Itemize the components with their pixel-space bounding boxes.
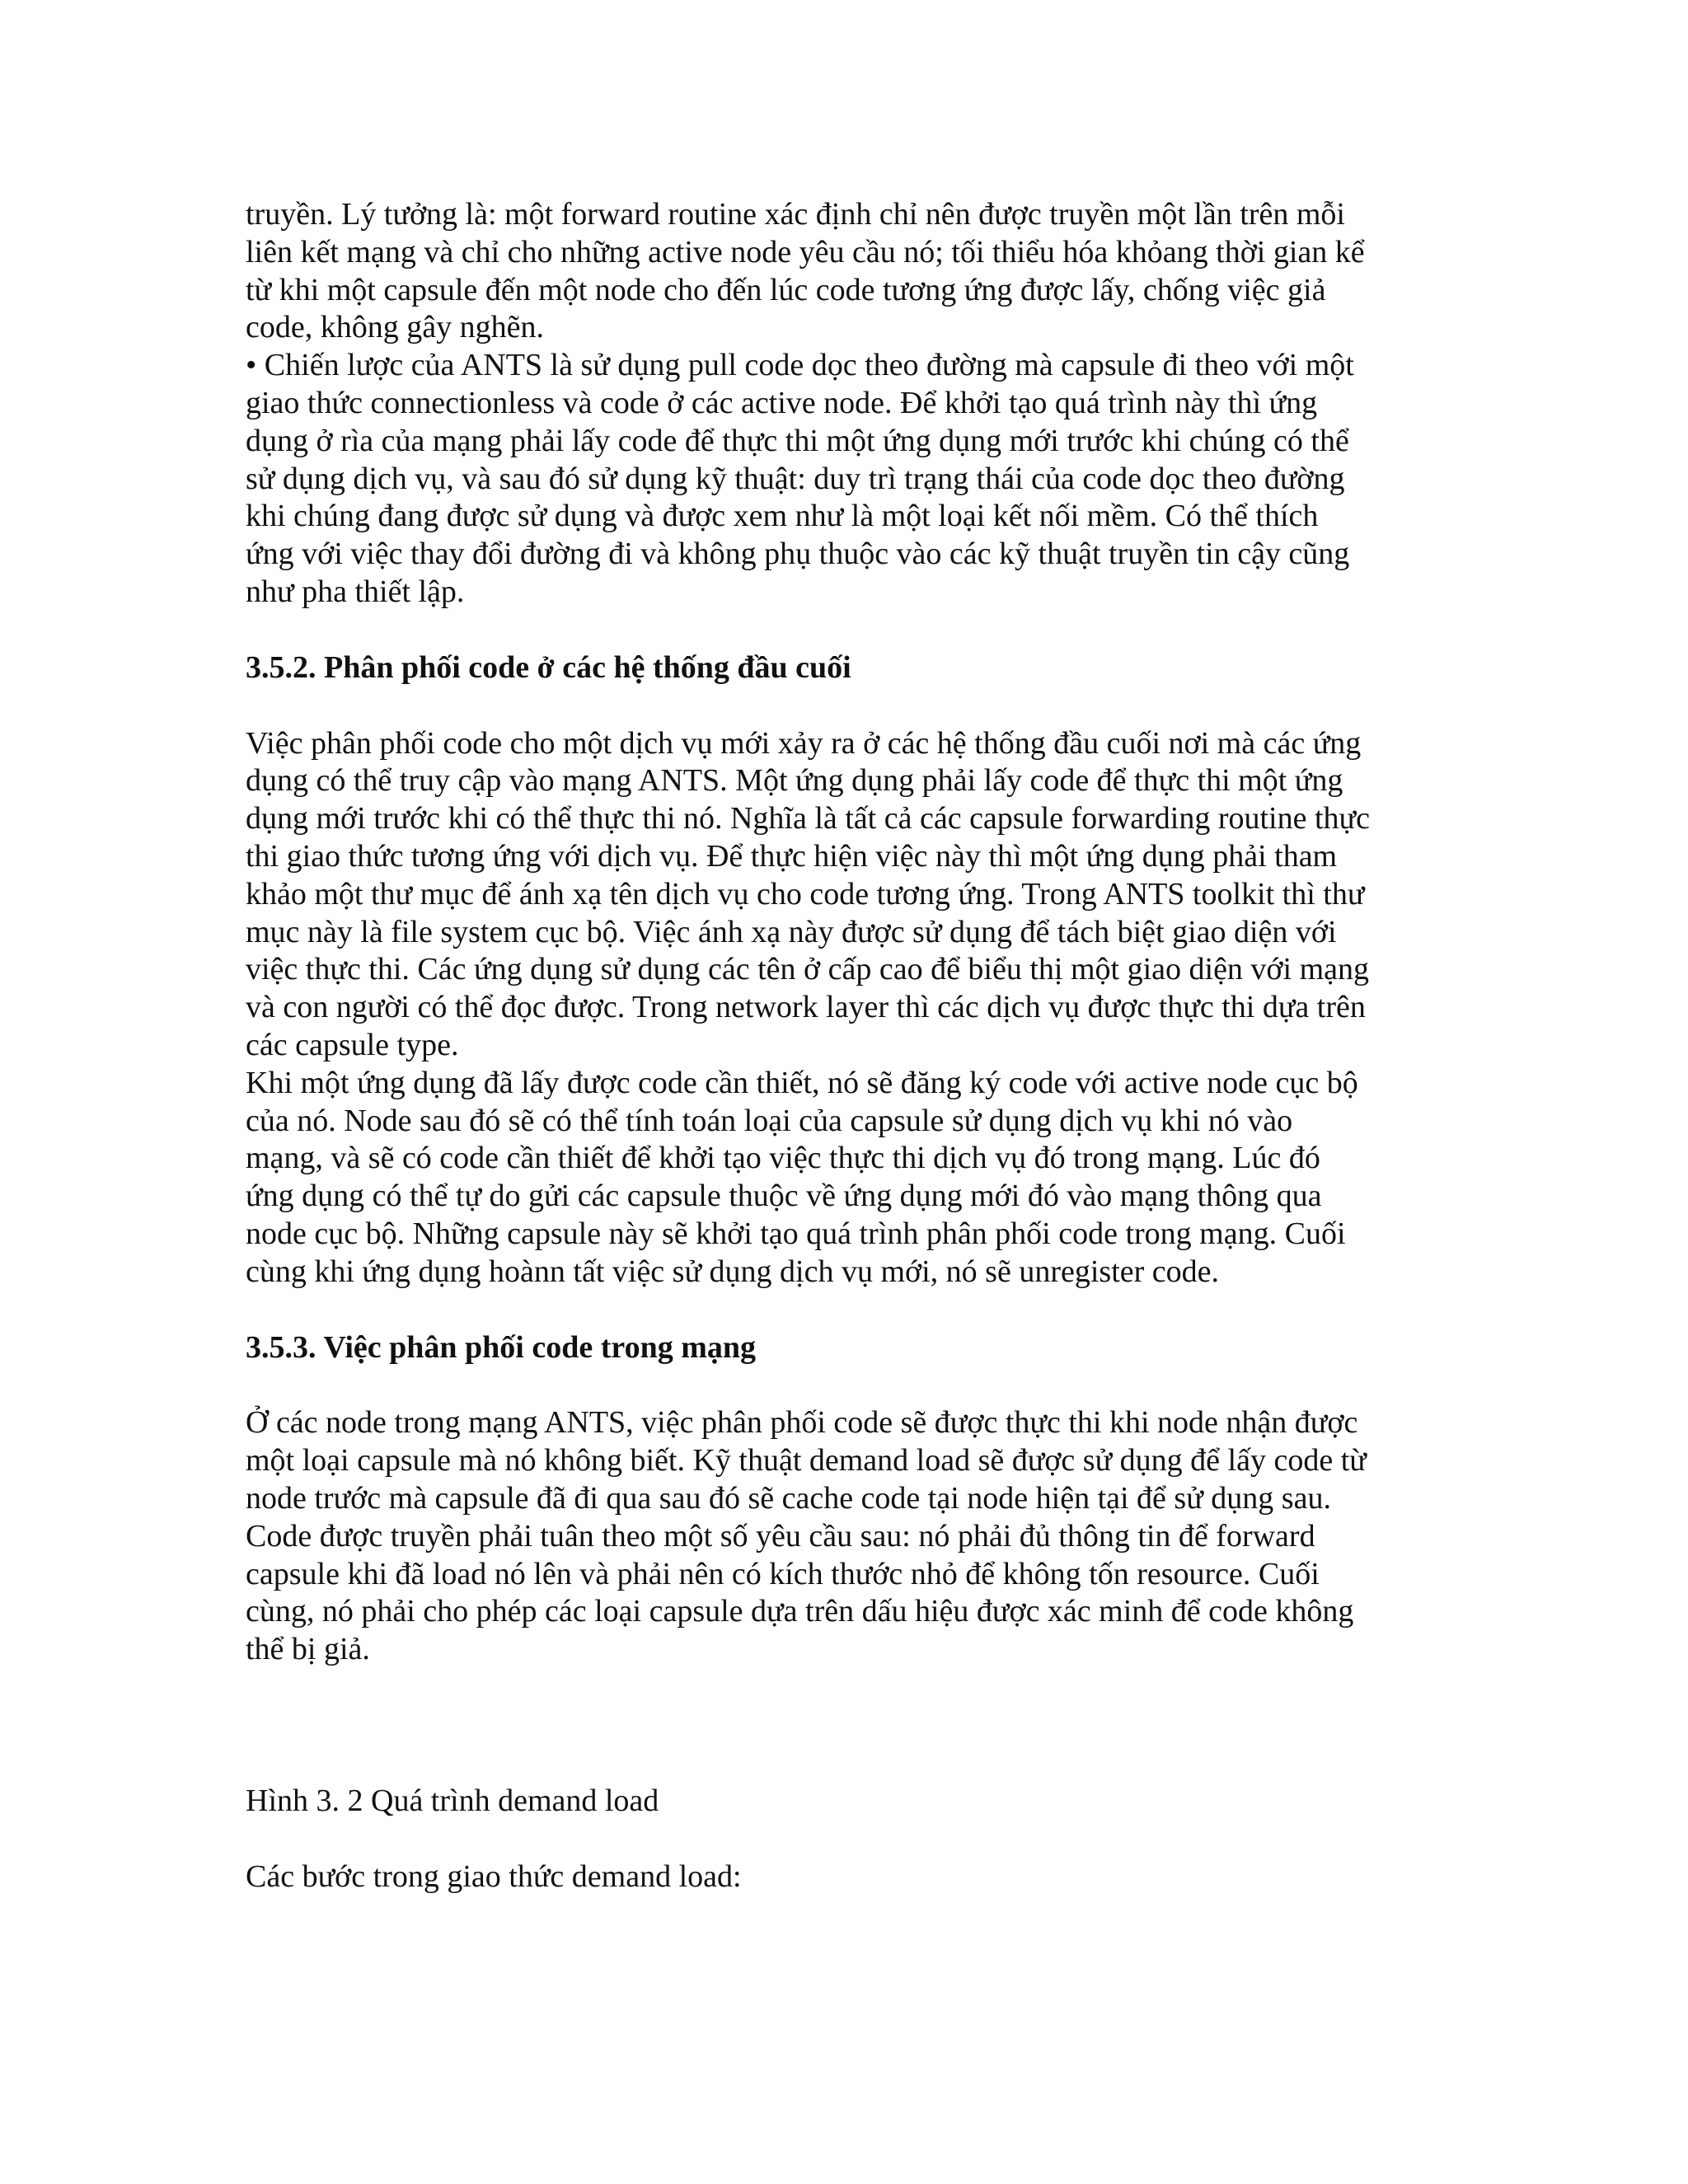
text-line: khảo một thư mục để ánh xạ tên dịch vụ cho code tương ứng. Trong ANTS toolkit thì thư [246, 876, 1365, 912]
text-line: Việc phân phối code cho một dịch vụ mới xảy ra ở các hệ thống đầu cuối nơi mà các ứng [246, 725, 1362, 761]
text-line: thi giao thức tương ứng với dịch vụ. Để thực hiện việc này thì một ứng dụng phải tham [246, 838, 1338, 874]
paragraph-network-distribution [246, 1404, 1449, 1669]
text-line: dụng ở rìa của mạng phải lấy code để thực thi một ứng dụng mới trước khi chúng có thể [246, 423, 1349, 458]
document-page [246, 196, 1449, 1896]
text-line: Ở các node trong mạng ANTS, việc phân phối code sẽ được thực thi khi node nhận được [246, 1405, 1358, 1441]
paragraph-code-registration [246, 1065, 1449, 1291]
text-line: liên kết mạng và chỉ cho những active node yêu cầu nó; tối thiểu hóa khỏang thời gian kể [246, 234, 1365, 269]
steps-intro: Các bước trong giao thức demand load: [246, 1858, 742, 1894]
text-line: dụng mới trước khi có thể thực thi nó. Nghĩa là tất cả các capsule forwarding routine thực [246, 801, 1370, 837]
paragraph-end-system-distribution [246, 725, 1449, 1065]
text-line: mạng, và sẽ có code cần thiết để khởi tạo việc thực thi dịch vụ đó trong mạng. Lúc đó [246, 1141, 1320, 1176]
paragraph-ants-strategy [246, 347, 1449, 612]
text-line: từ khi một capsule đến một node cho đến lúc code tương ứng được lấy, chống việc giả [246, 272, 1326, 307]
text-line: Code được truyền phải tuân theo một số yêu cầu sau: nó phải đủ thông tin để forward [246, 1518, 1315, 1554]
text-line: cùng, nó phải cho phép các loại capsule dựa trên dấu hiệu được xác minh để code không [246, 1594, 1354, 1629]
text-line: của nó. Node sau đó sẽ có thể tính toán loại của capsule sử dụng dịch vụ khi nó vào [246, 1103, 1293, 1138]
section-heading-3-5-2: 3.5.2. Phân phối code ở các hệ thống đầu cuối [246, 649, 851, 685]
section-heading-3-5-3: 3.5.3. Việc phân phối code trong mạng [246, 1329, 756, 1365]
text-line: như pha thiết lập. [246, 574, 465, 609]
figure-placeholder [246, 1669, 1449, 1783]
text-line: • Chiến lược của ANTS là sử dụng pull code dọc theo đường mà capsule đi theo với một [246, 348, 1354, 383]
text-line: cùng khi ứng dụng hoànn tất việc sử dụng dịch vụ mới, nó sẽ unregister code. [246, 1254, 1220, 1289]
text-line: node cục bộ. Những capsule này sẽ khởi tạo quá trình phân phối code trong mạng. Cuối [246, 1216, 1346, 1251]
text-line: capsule khi đã load nó lên và phải nên có kích thước nhỏ để không tốn resource. Cuối [246, 1556, 1320, 1591]
paragraph-intro-continued [246, 196, 1449, 347]
figure-caption: Hình 3. 2 Quá trình demand load [246, 1783, 659, 1818]
text-line: thể bị giả. [246, 1632, 370, 1667]
text-line: việc thực thi. Các ứng dụng sử dụng các tên ở cấp cao để biểu thị một giao diện với mạng [246, 952, 1370, 987]
text-line: code, không gây nghẽn. [246, 310, 544, 345]
text-line: khi chúng đang được sử dụng và được xem như là một loại kết nối mềm. Có thể thích [246, 499, 1319, 534]
text-line: các capsule type. [246, 1027, 459, 1062]
text-line: một loại capsule mà nó không biết. Kỹ thuật demand load sẽ được sử dụng để lấy code từ [246, 1443, 1367, 1479]
text-line: node trước mà capsule đã đi qua sau đó sẽ cache code tại node hiện tại để sử dụng sau. [246, 1480, 1331, 1516]
text-line: và con người có thể đọc được. Trong network layer thì các dịch vụ được thực thi dựa trên [246, 990, 1366, 1025]
text-line: ứng với việc thay đổi đường đi và không phụ thuộc vào các kỹ thuật truyền tin cậy cũng [246, 537, 1350, 572]
text-line: ứng dụng có thể tự do gửi các capsule thuộc về ứng dụng mới đó vào mạng thông qua [246, 1179, 1322, 1214]
text-line: giao thức connectionless và code ở các active node. Để khởi tạo quá trình này thì ứng [246, 385, 1318, 420]
text-line: Khi một ứng dụng đã lấy được code cần thiết, nó sẽ đăng ký code với active node cục bộ [246, 1065, 1358, 1100]
text-line: sử dụng dịch vụ, và sau đó sử dụng kỹ thuật: duy trì trạng thái của code dọc theo đường [246, 461, 1345, 496]
text-line: truyền. Lý tưởng là: một forward routine xác định chỉ nên được truyền một lần trên mỗi [246, 197, 1345, 232]
text-line: mục này là file system cục bộ. Việc ánh xạ này được sử dụng để tách biệt giao diện với [246, 914, 1337, 949]
text-line: dụng có thể truy cập vào mạng ANTS. Một ứng dụng phải lấy code để thực thi một ứng [246, 763, 1343, 799]
